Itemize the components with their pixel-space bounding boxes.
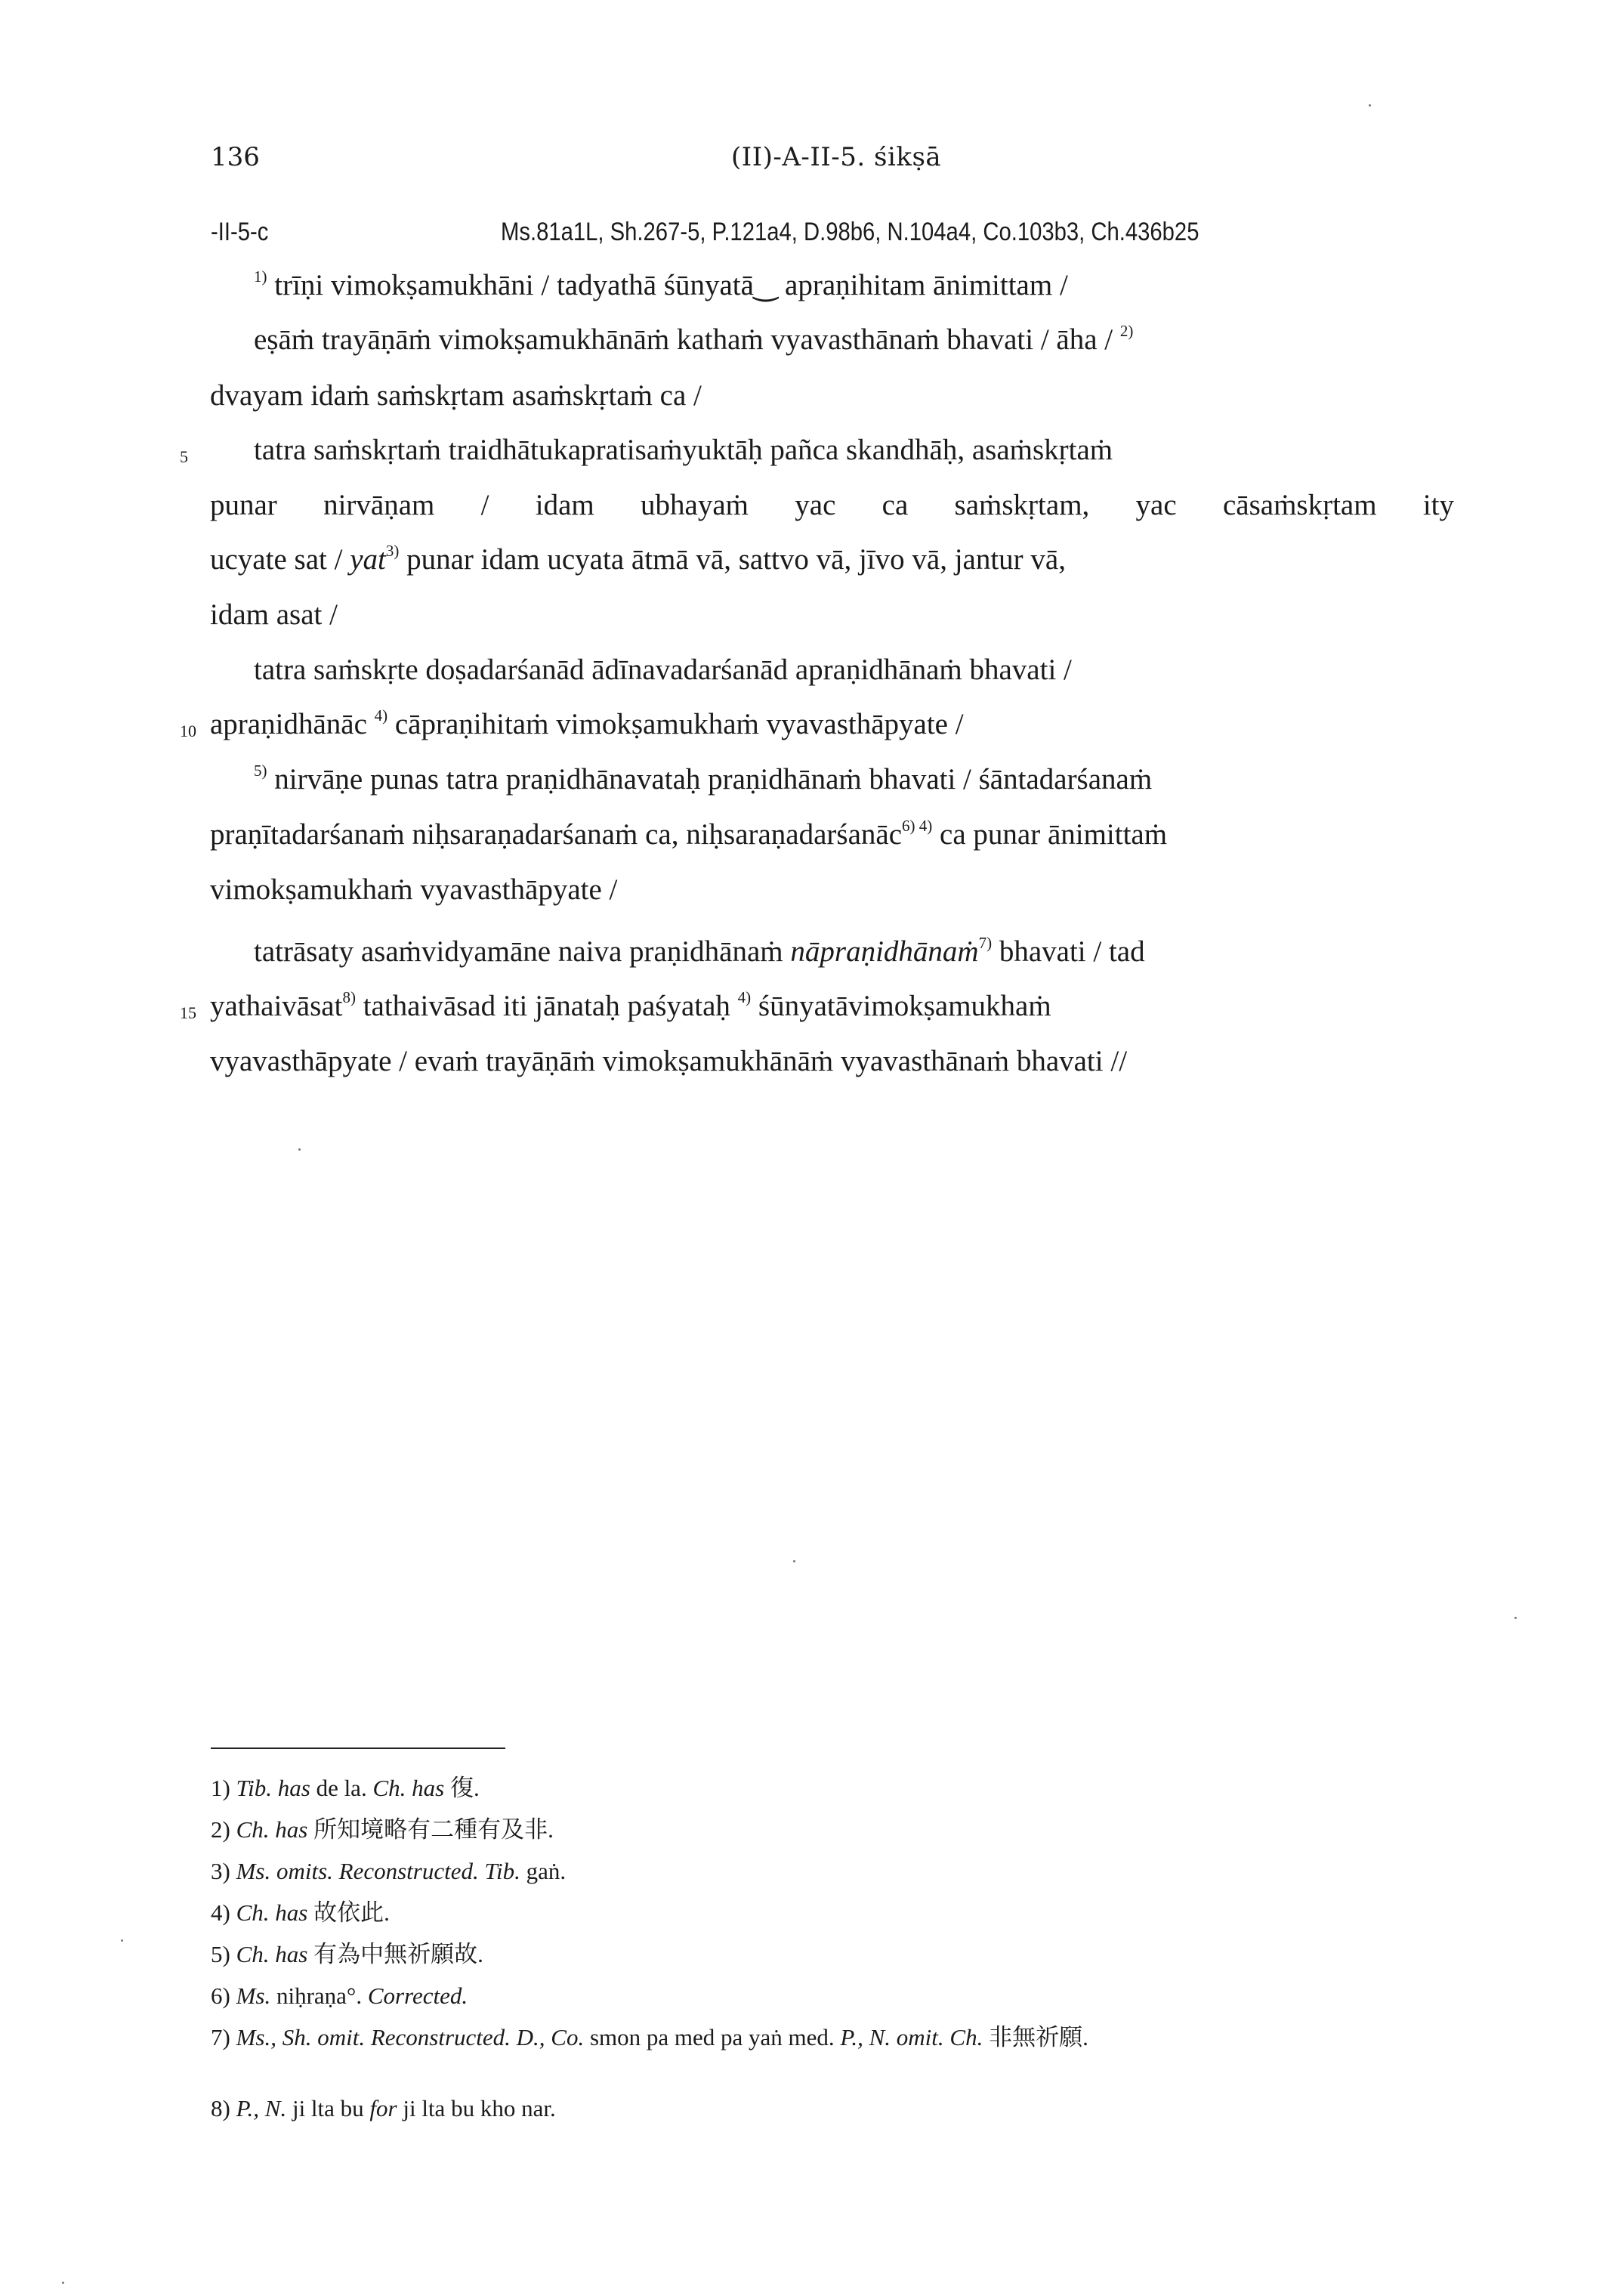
footnote-marker: 4)	[737, 988, 752, 1006]
note-text: 有為中無祈願故.	[313, 1941, 483, 1967]
footnote-1	[211, 1773, 480, 1803]
text-line-2	[254, 322, 1133, 358]
abbrev: Ms., Sh. omit. Reconstructed. D., Co.	[236, 2024, 585, 2050]
abbrev: for	[369, 2095, 397, 2121]
footnote-marker: 5)	[254, 762, 267, 780]
abbrev: Tib.	[236, 1775, 272, 1801]
text-line-12	[210, 872, 617, 908]
note-text: niḥraṇa°.	[276, 1982, 363, 2009]
scan-speck	[298, 1148, 301, 1151]
abbrev: P., N.	[236, 2095, 287, 2121]
scan-speck	[793, 1560, 795, 1562]
scan-speck	[121, 1939, 123, 1942]
line-text: vyavasthāpyate / evaṁ trayāṇāṁ vimokṣamukhānāṁ vyavasthānaṁ bhavati //	[210, 1045, 1128, 1077]
abbrev: Ms. omits. Reconstructed. Tib.	[236, 1858, 520, 1884]
footnote-6	[211, 1981, 468, 2011]
abbrev: has	[277, 1775, 310, 1801]
text-line-5	[210, 487, 1454, 524]
footnote-marker: 6) 4)	[902, 817, 933, 835]
line-text: cāpraṇihitaṁ vimokṣamukhaṁ vyavasthāpyate /	[394, 708, 964, 740]
line-text: apraṇidhānāc	[210, 708, 367, 740]
abbrev: Ms.	[236, 1982, 271, 2009]
line-text: punar nirvāṇam / idam ubhayaṁ yac ca saṁskṛtam, yac cāsaṁskṛtam ity	[210, 489, 1454, 521]
footnote-4	[211, 1898, 390, 1928]
scan-speck	[62, 2282, 64, 2284]
line-text: śūnyatāvimokṣamukhaṁ	[758, 990, 1051, 1022]
line-number-5: 5	[180, 447, 188, 466]
text-line-6	[210, 542, 1066, 578]
line-text: eṣāṁ trayāṇāṁ vimokṣamukhānāṁ kathaṁ vyavasthānaṁ bhavati / āha /	[254, 323, 1113, 356]
page-number: 136	[211, 142, 260, 172]
note-text: gaṅ.	[526, 1858, 567, 1884]
line-text: vimokṣamukhaṁ vyavasthāpyate /	[210, 873, 618, 906]
footnote-number: 1)	[211, 1775, 230, 1801]
footnote-2	[211, 1815, 554, 1845]
text-line-15	[210, 1043, 1127, 1080]
line-text: idam asat /	[210, 598, 338, 631]
note-text: ji lta bu kho nar.	[403, 2095, 556, 2121]
text-line-13	[254, 934, 1145, 970]
line-text: tatra saṁskṛte doṣadarśanād ādīnavadarśanād apraṇidhānaṁ bhavati /	[254, 654, 1072, 686]
line-text: bhavati / tad	[999, 935, 1145, 968]
line-text: praṇītadarśanaṁ niḥsaraṇadarśanaṁ ca, niḥsaraṇadarśanāc	[210, 818, 903, 851]
line-text: punar idam ucyata ātmā vā, sattvo vā, jīvo vā, jantur vā,	[406, 543, 1066, 576]
abbrev: Ch.	[236, 1941, 270, 1967]
line-text: ucyate sat /	[210, 543, 343, 576]
footnote-marker: 2)	[1119, 322, 1134, 340]
note-text: 非無祈願.	[989, 2024, 1088, 2050]
text-line-10	[254, 762, 1152, 798]
text-line-11	[210, 817, 1167, 853]
footnote-marker: 1)	[254, 267, 267, 286]
note-text: 所知境略有二種有及非.	[313, 1816, 554, 1843]
footnote-marker: 3)	[385, 542, 400, 560]
note-text: 復.	[449, 1775, 480, 1801]
note-text: de la.	[316, 1775, 367, 1801]
footnote-rule	[211, 1747, 505, 1749]
abbrev: Corrected.	[367, 1982, 468, 2009]
abbrev: has	[412, 1775, 445, 1801]
abbrev: Ch.	[236, 1816, 270, 1843]
scan-speck	[1514, 1617, 1517, 1619]
footnote-5	[211, 1939, 483, 1970]
footnote-number: 3)	[211, 1858, 230, 1884]
line-text: ca punar ānimittaṁ	[940, 818, 1168, 851]
text-line-7	[210, 597, 338, 633]
abbrev: has	[275, 1816, 308, 1843]
line-number-15: 15	[180, 1003, 196, 1022]
line-text: nirvāṇe punas tatra praṇidhānavataḥ praṇidhānaṁ bhavati / śāntadarśanaṁ	[274, 763, 1153, 796]
note-text: ji lta bu	[292, 2095, 364, 2121]
footnote-number: 7)	[211, 2024, 230, 2050]
line-text: trīṇi vimokṣamukhāni / tadyathā śūnyatā‿ apraṇihitam ānimittam /	[274, 269, 1068, 301]
footnote-8	[211, 2094, 556, 2124]
scan-speck	[1369, 104, 1371, 107]
footnote-marker: 4)	[374, 706, 388, 725]
manuscript-refs: Ms.81a1L, Sh.267-5, P.121a4, D.98b6, N.104a4, Co.103b3, Ch.436b25	[501, 218, 1199, 246]
italic-term: nāpraṇidhānaṁ	[790, 935, 979, 968]
text-line-4	[254, 432, 1113, 468]
footnote-number: 5)	[211, 1941, 230, 1967]
line-text: tathaivāsad iti jānataḥ paśyataḥ	[363, 990, 730, 1022]
footnote-marker: 8)	[342, 988, 356, 1006]
footnote-number: 2)	[211, 1816, 230, 1843]
line-text: tatrāsaty asaṁvidyamāne naiva praṇidhānaṁ	[254, 935, 783, 968]
line-text: dvayam idaṁ saṁskṛtam asaṁskṛtaṁ ca /	[210, 379, 702, 412]
running-head: (II)-A-II-5. śikṣā	[731, 142, 942, 172]
footnote-3	[211, 1856, 566, 1887]
italic-term: yat	[350, 543, 386, 576]
abbrev: has	[275, 1899, 308, 1926]
text-line-3	[210, 378, 702, 414]
line-number-10: 10	[180, 722, 196, 740]
note-text: 故依此.	[313, 1899, 390, 1926]
footnote-number: 4)	[211, 1899, 230, 1926]
text-line-8	[254, 652, 1072, 688]
abbrev: P., N. omit. Ch.	[840, 2024, 983, 2050]
footnote-number: 6)	[211, 1982, 230, 2009]
note-text: smon pa med pa yaṅ med.	[589, 2024, 835, 2050]
line-text: yathaivāsat	[210, 990, 343, 1022]
line-text: tatra saṁskṛtaṁ traidhātukapratisaṁyuktāḥ pañca skandhāḥ, asaṁskṛtaṁ	[254, 434, 1113, 466]
section-id: -II-5-c	[211, 218, 269, 246]
abbrev: Ch.	[236, 1899, 270, 1926]
text-line-1	[254, 267, 1068, 304]
abbrev: has	[275, 1941, 308, 1967]
footnote-7	[211, 2023, 1434, 2053]
abbrev: Ch.	[372, 1775, 406, 1801]
text-line-14	[210, 988, 1051, 1024]
footnote-marker: 7)	[978, 934, 993, 952]
text-line-9	[210, 706, 964, 743]
footnote-number: 8)	[211, 2095, 230, 2121]
